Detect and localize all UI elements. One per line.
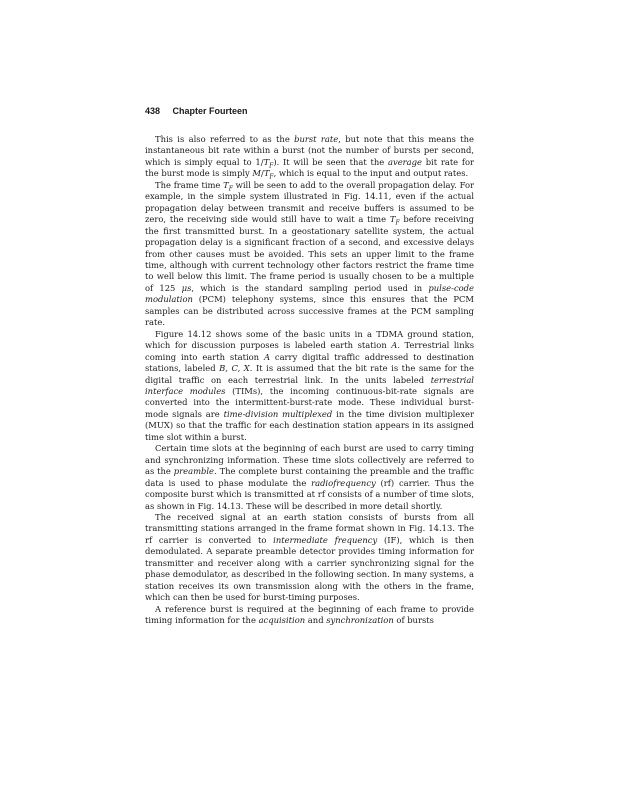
italic-text: T — [223, 179, 229, 190]
text-run: (PCM) telephony systems, since this ensures that the PCM samples can be distributed across successive frames at the PCM sampling rate. — [145, 294, 474, 328]
text-run: This is also referred to as the — [155, 134, 295, 144]
text-run: before receiving the first transmitted burst. In a geostationary satellite system, the actual propagation delay is a significant fraction of a second, and excessive delays from other causes must be avoided. This sets an upper limit to the frame time, although with current technology other factors restrict the frame time to well below this limit. The frame period is usually chosen to be a multiple of 125 — [145, 214, 474, 293]
italic-text: time-division multiplexed — [223, 408, 333, 419]
paragraph — [145, 180, 474, 329]
page-number: 438 — [145, 106, 161, 116]
body-text — [145, 134, 474, 626]
paragraph — [145, 134, 474, 180]
italic-text: terrestrial interface modules — [145, 374, 474, 396]
text-run: will be seen to add to the overall propagation delay. For example, in the simple system illustrated in Fig. 14.11, even if the actual propagation delay between transmit and receive buffers is assumed to be zero, the receiving side would still have to wait a time — [145, 179, 474, 225]
italic-text: acquisition — [258, 615, 306, 626]
subscript: F — [269, 174, 274, 182]
running-head — [145, 106, 248, 116]
subscript: F — [228, 185, 233, 193]
text-run: The received signal at an earth station consists of bursts from all transmitting stations arranged in the frame format shown in Fig. 14.13. The rf carrier is converted to — [145, 511, 474, 545]
text-run: The frame time — [155, 179, 224, 190]
text-run: (rf) carrier. Thus the composite burst which is transmitted at rf consists of a number of time slots, as shown in Fig. 14.13. These will be described in more detail shortly. — [145, 477, 474, 511]
text-run: ). It will be seen that the — [273, 156, 388, 167]
italic-text: T — [263, 156, 270, 167]
text-run: bit rate for the burst mode is simply — [145, 156, 475, 179]
text-run: Certain time slots at the beginning of each burst are used to carry timing and synchronizing information. These time slots collectively are referred to as the — [145, 443, 474, 477]
text-run: Figure 14.12 shows some of the basic units in a TDMA ground station, which for discussion purposes is labeled earth station — [145, 328, 474, 351]
italic-text: B, C, X — [219, 363, 250, 374]
italic-text: μs — [181, 282, 192, 293]
paragraph — [145, 512, 474, 604]
text-run: . It is assumed that the bit rate is the same for the digital traffic on each terrestrial link. In the units labeled — [145, 363, 475, 385]
text-run: and — [305, 615, 327, 626]
text-run: (TIMs), the incoming continuous-bit-rate signals are converted into the intermittent-burst-rate mode. These individual burst-mode signals are — [145, 385, 474, 419]
paragraph — [145, 329, 474, 444]
italic-text: radiofrequency — [311, 477, 376, 488]
italic-text: preamble — [173, 466, 215, 477]
italic-text: M — [252, 168, 261, 179]
text-run: , which is the standard sampling period used in — [191, 282, 429, 293]
text-run: of bursts — [393, 615, 434, 626]
text-run: , but note that this means the instantaneous bit rate within a burst (not the number of bursts per second, which is simply equal to 1/ — [145, 134, 474, 167]
text-run: , which is equal to the input and output rates. — [273, 168, 469, 179]
italic-text: pulse-code modulation — [145, 282, 474, 305]
text-run: . Terrestrial links coming into earth station — [145, 340, 474, 362]
italic-text: T — [389, 214, 396, 225]
italic-text: average — [387, 156, 422, 167]
italic-text: burst rate — [294, 134, 339, 144]
text-run: . The complete burst containing the preamble and the traffic data is used to phase modulate the — [145, 466, 474, 488]
subscript: F — [269, 162, 274, 170]
text-run: / — [261, 168, 264, 179]
paragraph — [145, 443, 474, 512]
chapter-title: Chapter Fourteen — [172, 106, 248, 116]
italic-text: intermediate frequency — [273, 534, 378, 545]
text-run: (IF), which is then demodulated. A separate preamble detector provides timing information for transmitter and receiver along with a carrier synchronizing signal for the phase demodulator, as described in the following section. In many systems, a station receives its own transmission along with the others in the frame, which can then be used for burst-timing purposes. — [145, 534, 474, 603]
subscript: F — [395, 219, 400, 227]
text-run: in the time division multiplexer (MUX) so that the traffic for each destination station appears in its assigned time slot within a burst. — [145, 408, 475, 442]
text-run: A reference burst is required at the beginning of each frame to provide timing information for the — [145, 603, 474, 626]
paragraph — [145, 604, 474, 627]
text-run: carry digital traffic addressed to destination stations, labeled — [145, 351, 474, 374]
italic-text: T — [263, 168, 270, 179]
italic-text: A — [263, 351, 270, 362]
italic-text: A — [391, 340, 398, 351]
italic-text: synchronization — [326, 615, 394, 626]
